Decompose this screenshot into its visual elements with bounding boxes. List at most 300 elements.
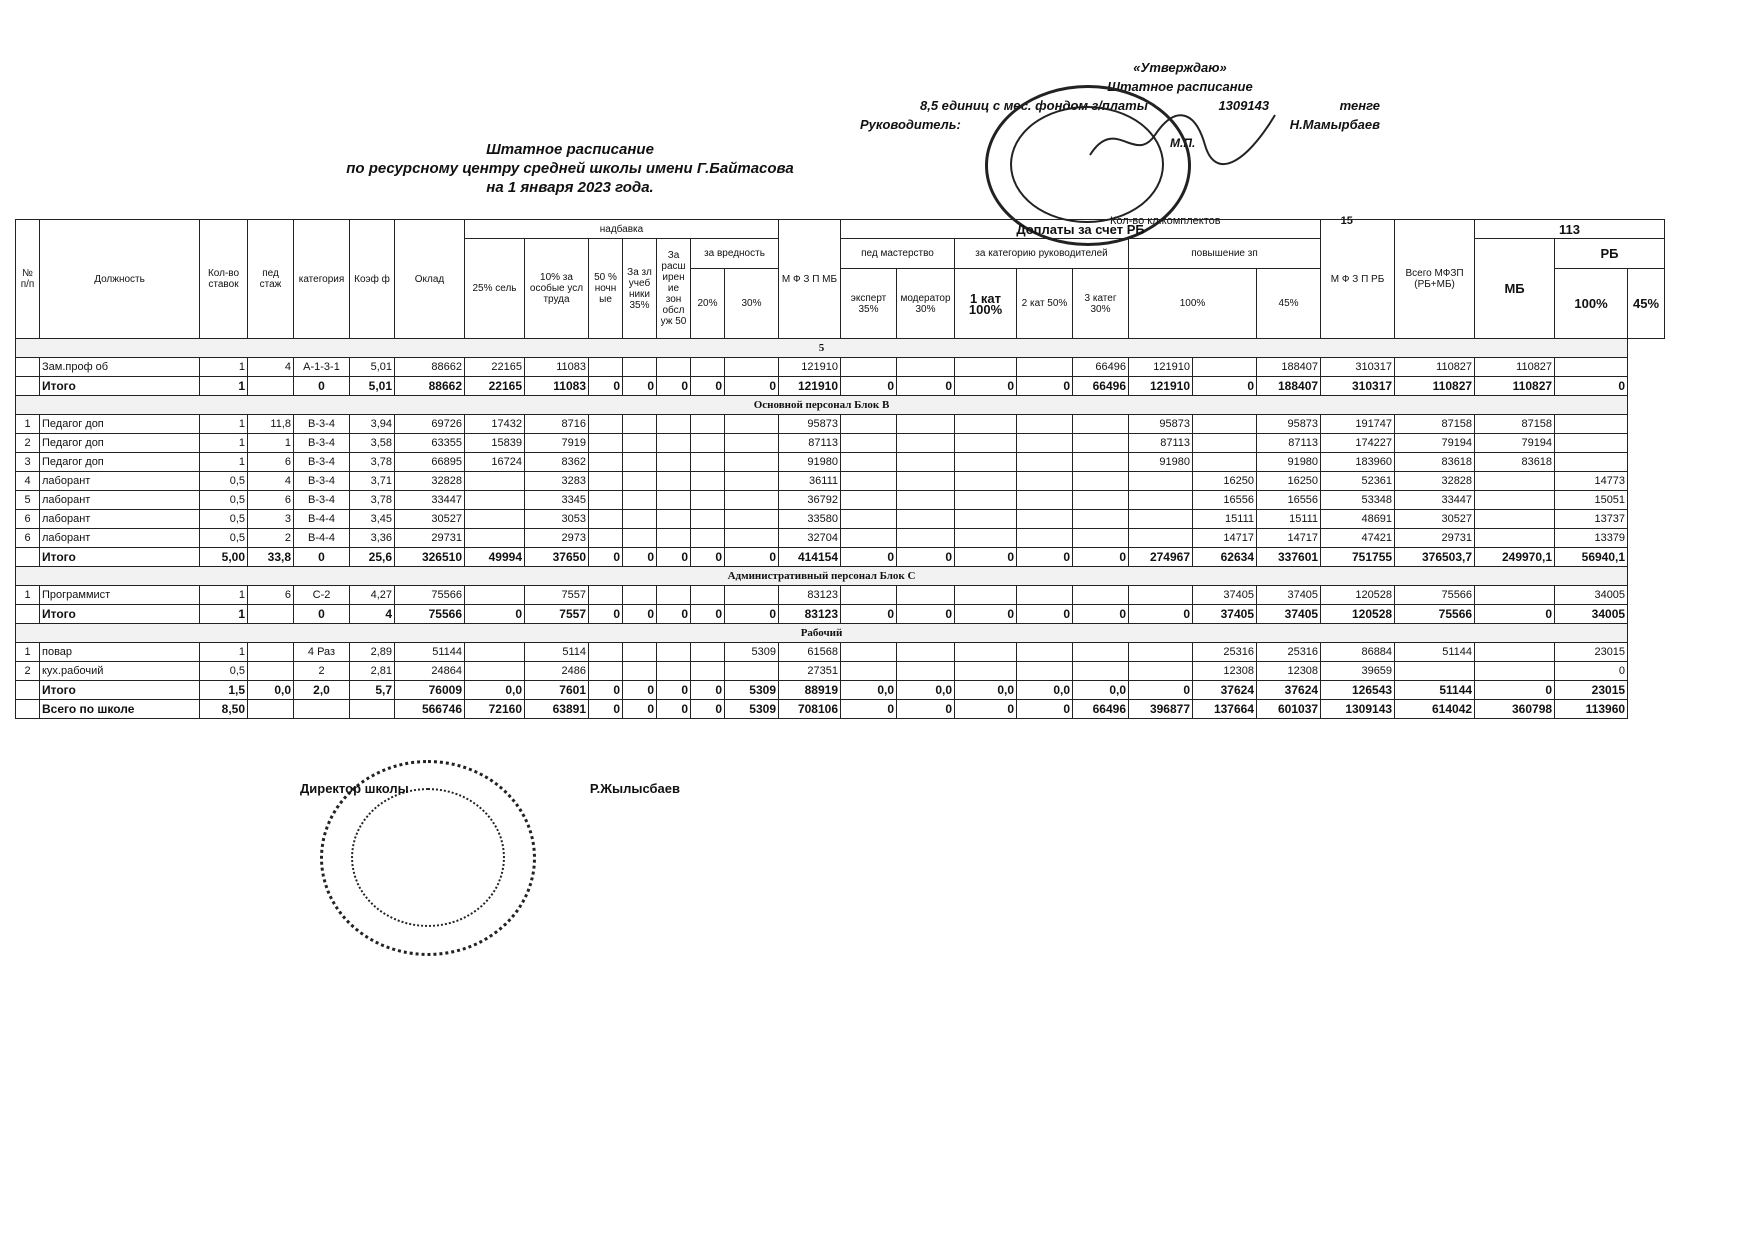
table-cell: [955, 434, 1017, 453]
table-cell: [657, 415, 691, 434]
approval-units: 8,5 единиц с мес. фондом з/платы: [920, 98, 1148, 113]
table-cell: 274967: [1129, 548, 1193, 567]
col-position: Должность: [40, 220, 200, 339]
table-cell: 83123: [779, 586, 841, 605]
table-cell: 566746: [395, 700, 465, 719]
table-cell: 0: [294, 548, 350, 567]
table-cell: 5,01: [350, 377, 395, 396]
table-cell: лаборант: [40, 529, 200, 548]
col-rb45: 45%: [1628, 269, 1665, 339]
table-cell: [465, 662, 525, 681]
table-cell: 0: [1193, 377, 1257, 396]
table-cell: 79194: [1395, 434, 1475, 453]
table-cell: [1475, 586, 1555, 605]
table-cell: [1017, 586, 1073, 605]
table-cell: 13379: [1555, 529, 1628, 548]
table-cell: 0: [589, 377, 623, 396]
col-category: категория: [294, 220, 350, 339]
table-cell: [897, 491, 955, 510]
table-cell: 0,5: [200, 662, 248, 681]
approval-head-label: Руководитель:: [860, 117, 961, 132]
table-cell: 36792: [779, 491, 841, 510]
section-label: 5: [16, 339, 1628, 358]
table-cell: [841, 529, 897, 548]
table-cell: [1073, 491, 1129, 510]
table-cell: 87158: [1475, 415, 1555, 434]
table-cell: 66496: [1073, 358, 1129, 377]
approval-head-name: Н.Мамырбаев: [1289, 117, 1380, 132]
table-cell: 0: [1475, 605, 1555, 624]
table-cell: 88662: [395, 377, 465, 396]
table-cell: 121910: [1129, 358, 1193, 377]
table-cell: [691, 415, 725, 434]
table-cell: 37405: [1257, 605, 1321, 624]
table-cell: Итого: [40, 605, 200, 624]
table-cell: 0: [657, 377, 691, 396]
table-cell: [841, 491, 897, 510]
table-cell: 17432: [465, 415, 525, 434]
col-doplaty: Доплаты за счет РБ: [841, 220, 1321, 239]
table-cell: 51144: [1395, 643, 1475, 662]
table-cell: [725, 415, 779, 434]
table-cell: [841, 510, 897, 529]
table-cell: [589, 643, 623, 662]
director-name: Р.Жылысбаев: [589, 781, 680, 796]
table-cell: 121910: [779, 358, 841, 377]
table-cell: 0: [841, 605, 897, 624]
table-cell: 13737: [1555, 510, 1628, 529]
table-cell: [1073, 662, 1129, 681]
col-students: За зл учеб ники 35%: [623, 239, 657, 339]
table-cell: [1475, 529, 1555, 548]
total-row: [16, 548, 1665, 567]
table-cell: [1017, 472, 1073, 491]
table-cell: [657, 358, 691, 377]
table-cell: Итого: [40, 377, 200, 396]
approval-line1: «Утверждаю»: [1133, 60, 1227, 75]
table-cell: 0,0: [248, 681, 294, 700]
col-povysh: повышение зп: [1129, 239, 1321, 269]
table-cell: 0: [955, 548, 1017, 567]
table-cell: [725, 472, 779, 491]
table-cell: 0,0: [465, 681, 525, 700]
table-cell: 3,94: [350, 415, 395, 434]
table-cell: 72160: [465, 700, 525, 719]
approval-amount: 1309143: [1218, 98, 1270, 113]
table-cell: [294, 700, 350, 719]
table-cell: повар: [40, 643, 200, 662]
table-cell: 0: [897, 377, 955, 396]
section-label: Административный персонал Блок С: [16, 567, 1628, 586]
col-mb: МБ: [1475, 239, 1555, 339]
table-cell: 0: [623, 681, 657, 700]
table-cell: 2: [16, 662, 40, 681]
table-cell: 1: [200, 643, 248, 662]
section-row: [16, 339, 1665, 358]
table-cell: [1017, 510, 1073, 529]
table-cell: [691, 586, 725, 605]
table-cell: [691, 434, 725, 453]
table-cell: 56940,1: [1555, 548, 1628, 567]
table-cell: 6: [248, 453, 294, 472]
table-cell: [589, 434, 623, 453]
table-cell: [691, 358, 725, 377]
table-cell: [1017, 662, 1073, 681]
table-cell: 0: [725, 377, 779, 396]
col-klass-ruk: за категорию руководителей: [955, 239, 1129, 269]
signature-mark: [1085, 105, 1285, 175]
table-cell: [1129, 662, 1193, 681]
class-count-label: Кол-во кл.комплектов: [1110, 215, 1221, 227]
table-cell: 37405: [1193, 605, 1257, 624]
table-cell: Итого: [40, 548, 200, 567]
table-cell: [1017, 491, 1073, 510]
table-cell: 4: [350, 605, 395, 624]
table-cell: [623, 453, 657, 472]
table-cell: 0: [955, 377, 1017, 396]
table-cell: [1193, 434, 1257, 453]
table-cell: [691, 643, 725, 662]
table-cell: Программист: [40, 586, 200, 605]
table-cell: 7557: [525, 586, 589, 605]
table-cell: [897, 415, 955, 434]
table-cell: [1073, 529, 1129, 548]
col-num: № п/п: [16, 220, 40, 339]
table-cell: 0: [589, 548, 623, 567]
col-night: 50 % ночн ые: [589, 239, 623, 339]
table-cell: 0: [589, 605, 623, 624]
table-cell: 23015: [1555, 643, 1628, 662]
table-cell: 0: [841, 377, 897, 396]
table-cell: 1: [200, 453, 248, 472]
table-cell: 52361: [1321, 472, 1395, 491]
table-cell: [1555, 453, 1628, 472]
table-cell: 66496: [1073, 377, 1129, 396]
table-cell: [691, 529, 725, 548]
table-cell: [955, 491, 1017, 510]
col-p45: 45%: [1257, 269, 1321, 339]
approval-line2: Штатное расписание: [1107, 79, 1253, 94]
table-cell: [1017, 643, 1073, 662]
table-cell: [1129, 472, 1193, 491]
table-cell: Итого: [40, 681, 200, 700]
table-cell: [589, 415, 623, 434]
col-salary: Оклад: [395, 220, 465, 339]
table-cell: 360798: [1475, 700, 1555, 719]
table-cell: 120528: [1321, 586, 1395, 605]
table-cell: 32828: [395, 472, 465, 491]
table-cell: 1: [200, 605, 248, 624]
table-cell: [1017, 453, 1073, 472]
table-cell: 6: [16, 529, 40, 548]
table-cell: 0: [1073, 605, 1129, 624]
table-cell: 0,5: [200, 472, 248, 491]
table-cell: [725, 529, 779, 548]
table-cell: [1017, 529, 1073, 548]
approval-mp: М.П.: [1170, 136, 1196, 150]
approval-currency: тенге: [1339, 98, 1380, 113]
table-cell: 3,78: [350, 453, 395, 472]
table-cell: [691, 453, 725, 472]
table-cell: 0: [955, 700, 1017, 719]
table-cell: [955, 453, 1017, 472]
table-cell: [1475, 510, 1555, 529]
table-cell: [248, 643, 294, 662]
table-cell: 63891: [525, 700, 589, 719]
table-cell: 29731: [1395, 529, 1475, 548]
col-rb100: 100%: [1555, 269, 1628, 339]
table-cell: 23015: [1555, 681, 1628, 700]
table-cell: 110827: [1475, 377, 1555, 396]
table-cell: 0: [691, 605, 725, 624]
table-cell: 4: [248, 358, 294, 377]
col-nadbavka: надбавка: [465, 220, 779, 239]
table-cell: [465, 510, 525, 529]
table-row: [16, 434, 1665, 453]
table-cell: 79194: [1475, 434, 1555, 453]
table-cell: 0: [841, 700, 897, 719]
col-coef: Коэф ф: [350, 220, 395, 339]
table-cell: [589, 529, 623, 548]
table-cell: 1: [16, 586, 40, 605]
table-cell: 0: [294, 605, 350, 624]
table-cell: [691, 510, 725, 529]
table-cell: 25316: [1257, 643, 1321, 662]
table-cell: 75566: [395, 586, 465, 605]
table-cell: 14717: [1193, 529, 1257, 548]
col-kat1: 1 кат 100%: [955, 269, 1017, 339]
table-cell: 0: [657, 700, 691, 719]
table-cell: 1: [16, 643, 40, 662]
table-cell: 4,27: [350, 586, 395, 605]
table-cell: 0: [1073, 548, 1129, 567]
table-cell: [955, 643, 1017, 662]
table-row: [16, 529, 1665, 548]
table-cell: 8,50: [200, 700, 248, 719]
table-cell: [1475, 662, 1555, 681]
director-stamp-inner: [351, 788, 505, 927]
table-cell: [691, 662, 725, 681]
table-cell: [1017, 358, 1073, 377]
col-vsego: Всего МФЗП (РБ+МБ): [1395, 220, 1475, 339]
table-cell: 0: [897, 548, 955, 567]
col-kat3: 3 катег 30%: [1073, 269, 1129, 339]
table-cell: [16, 358, 40, 377]
table-cell: 62634: [1193, 548, 1257, 567]
table-cell: 2: [294, 662, 350, 681]
table-cell: 75566: [1395, 586, 1475, 605]
table-cell: [841, 643, 897, 662]
table-cell: 0: [691, 548, 725, 567]
table-cell: 87113: [1257, 434, 1321, 453]
document-title: [300, 140, 840, 197]
table-cell: [657, 510, 691, 529]
table-cell: [16, 377, 40, 396]
table-cell: [841, 472, 897, 491]
table-cell: 0,0: [955, 681, 1017, 700]
table-cell: лаборант: [40, 472, 200, 491]
table-cell: [725, 510, 779, 529]
table-cell: [589, 358, 623, 377]
col-rural: 25% сель: [465, 239, 525, 339]
table-row: [16, 662, 1665, 681]
class-count-value: 15: [1340, 215, 1353, 227]
table-cell: 66895: [395, 453, 465, 472]
col-moderator: модератор 30%: [897, 269, 955, 339]
table-cell: 3053: [525, 510, 589, 529]
table-row: [16, 643, 1665, 662]
table-cell: 63355: [395, 434, 465, 453]
table-cell: 3: [248, 510, 294, 529]
table-cell: 5: [16, 491, 40, 510]
table-cell: 2973: [525, 529, 589, 548]
table-cell: [623, 662, 657, 681]
table-cell: 0,0: [897, 681, 955, 700]
table-cell: 15111: [1257, 510, 1321, 529]
table-cell: 69726: [395, 415, 465, 434]
table-body: [16, 339, 1665, 719]
table-cell: 87158: [1395, 415, 1475, 434]
table-cell: [897, 434, 955, 453]
section-label: Рабочий: [16, 624, 1628, 643]
col-expert: эксперт 35%: [841, 269, 897, 339]
table-cell: 95873: [1257, 415, 1321, 434]
table-cell: 110827: [1475, 358, 1555, 377]
table-cell: [841, 662, 897, 681]
table-cell: 7919: [525, 434, 589, 453]
table-cell: 326510: [395, 548, 465, 567]
table-cell: 0: [841, 548, 897, 567]
table-cell: 0: [691, 681, 725, 700]
table-cell: 3,45: [350, 510, 395, 529]
table-cell: 5309: [725, 700, 779, 719]
col-top113: 113: [1475, 220, 1665, 239]
table-cell: 5114: [525, 643, 589, 662]
table-cell: 37624: [1257, 681, 1321, 700]
table-cell: [623, 491, 657, 510]
table-cell: 33447: [395, 491, 465, 510]
table-cell: [725, 491, 779, 510]
table-cell: 2: [248, 529, 294, 548]
table-cell: 8362: [525, 453, 589, 472]
table-cell: 110827: [1395, 377, 1475, 396]
table-cell: 0: [294, 377, 350, 396]
table-cell: 5,7: [350, 681, 395, 700]
table-cell: лаборант: [40, 510, 200, 529]
table-cell: 53348: [1321, 491, 1395, 510]
table-cell: [589, 510, 623, 529]
title-line2: по ресурсному центру средней школы имени Г.Байтасова: [346, 160, 794, 177]
table-cell: [657, 662, 691, 681]
table-cell: [725, 586, 779, 605]
staff-table: [15, 219, 1665, 719]
table-cell: 37650: [525, 548, 589, 567]
table-cell: 0: [955, 605, 1017, 624]
table-cell: 7557: [525, 605, 589, 624]
table-cell: [16, 700, 40, 719]
table-cell: 614042: [1395, 700, 1475, 719]
table-cell: 76009: [395, 681, 465, 700]
table-cell: 0: [897, 605, 955, 624]
table-cell: 95873: [779, 415, 841, 434]
table-cell: [725, 662, 779, 681]
table-cell: 0,0: [1017, 681, 1073, 700]
table-cell: 376503,7: [1395, 548, 1475, 567]
table-cell: [1017, 415, 1073, 434]
title-line1: Штатное расписание: [486, 141, 654, 158]
table-row: [16, 491, 1665, 510]
table-cell: 113960: [1555, 700, 1628, 719]
table-cell: [897, 643, 955, 662]
col-p100: 100%: [1129, 269, 1257, 339]
table-cell: 2,89: [350, 643, 395, 662]
table-cell: 47421: [1321, 529, 1395, 548]
table-cell: 0: [897, 700, 955, 719]
table-cell: В-3-4: [294, 453, 350, 472]
table-cell: 249970,1: [1475, 548, 1555, 567]
table-cell: [657, 529, 691, 548]
table-cell: 33580: [779, 510, 841, 529]
table-cell: 0: [1555, 662, 1628, 681]
table-cell: [657, 491, 691, 510]
table-cell: [623, 434, 657, 453]
table-cell: 95873: [1129, 415, 1193, 434]
table-cell: [16, 681, 40, 700]
table-row: [16, 472, 1665, 491]
table-cell: 75566: [1395, 605, 1475, 624]
table-cell: 91980: [1257, 453, 1321, 472]
table-cell: 0: [657, 605, 691, 624]
table-cell: 0: [657, 548, 691, 567]
table-cell: 310317: [1321, 358, 1395, 377]
table-cell: 16250: [1257, 472, 1321, 491]
table-cell: 0: [623, 700, 657, 719]
table-cell: 3345: [525, 491, 589, 510]
table-cell: A-1-3-1: [294, 358, 350, 377]
table-cell: 5309: [725, 643, 779, 662]
table-row: [16, 453, 1665, 472]
table-cell: 751755: [1321, 548, 1395, 567]
title-line3: на 1 января 2023 года.: [486, 179, 654, 196]
table-cell: 8716: [525, 415, 589, 434]
table-cell: 49994: [465, 548, 525, 567]
table-cell: 91980: [1129, 453, 1193, 472]
table-cell: [1129, 491, 1193, 510]
table-cell: 126543: [1321, 681, 1395, 700]
table-cell: В-3-4: [294, 415, 350, 434]
table-cell: 51144: [1395, 681, 1475, 700]
table-cell: [725, 453, 779, 472]
table-cell: 12308: [1193, 662, 1257, 681]
table-cell: 86884: [1321, 643, 1395, 662]
table-cell: 66496: [1073, 700, 1129, 719]
table-cell: [1073, 415, 1129, 434]
table-cell: [248, 377, 294, 396]
table-cell: 37405: [1193, 586, 1257, 605]
table-cell: 310317: [1321, 377, 1395, 396]
table-cell: [1129, 643, 1193, 662]
table-cell: [465, 529, 525, 548]
table-cell: 191747: [1321, 415, 1395, 434]
table-cell: [1073, 586, 1129, 605]
table-cell: [657, 643, 691, 662]
table-cell: 0: [1475, 681, 1555, 700]
col-kat2: 2 кат 50%: [1017, 269, 1073, 339]
table-cell: 337601: [1257, 548, 1321, 567]
table-cell: 87113: [1129, 434, 1193, 453]
table-cell: [897, 662, 955, 681]
table-cell: 22165: [465, 377, 525, 396]
